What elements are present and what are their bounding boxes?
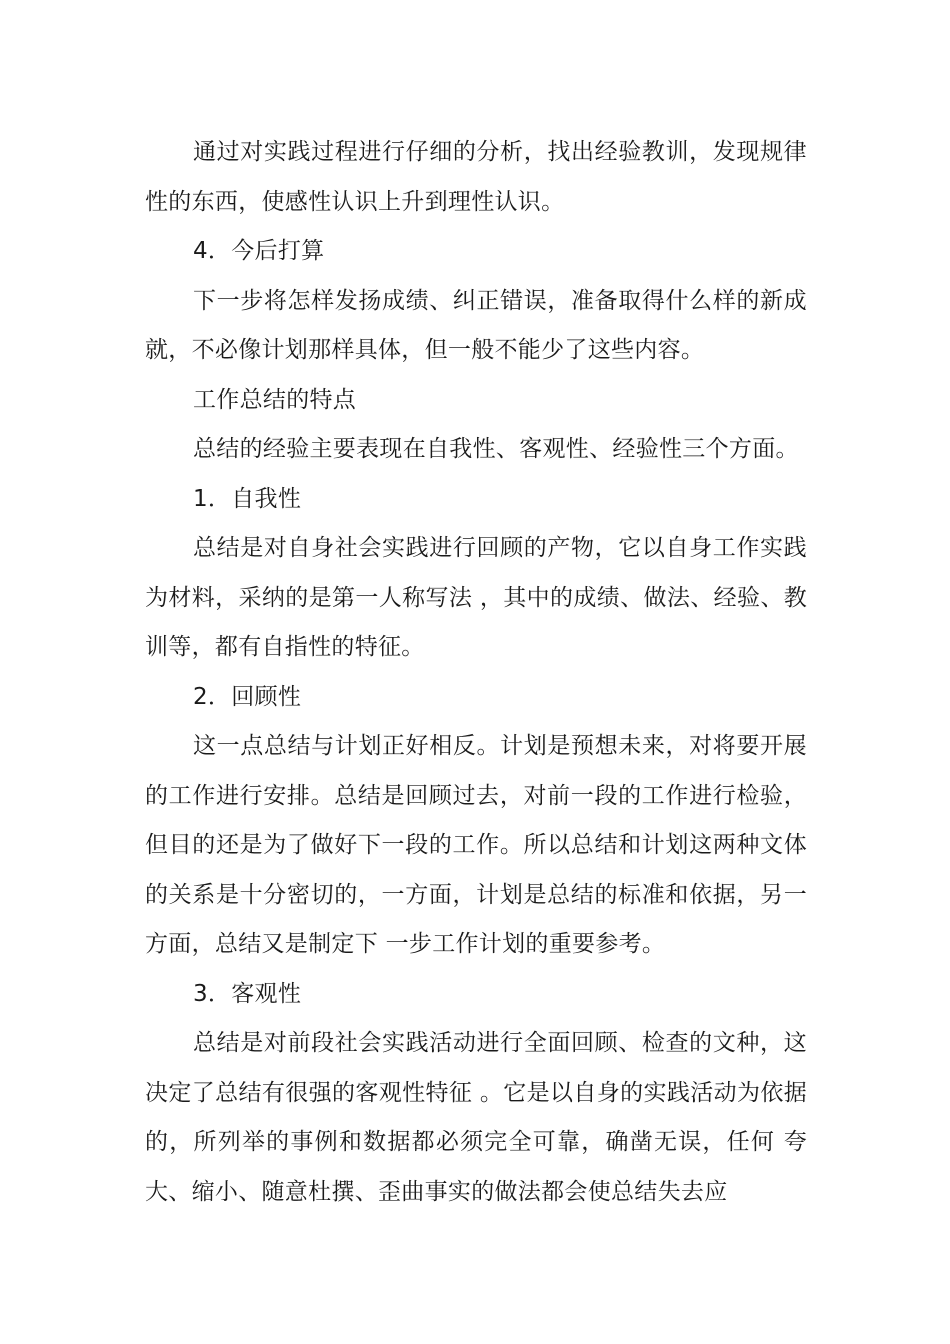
paragraph-retrospective: 这一点总结与计划正好相反。计划是预想未来，对将要开展的工作进行安排。总结是回顾过去，对前一段的工作进行检验，但目的还是为了做好下一段的工作。所以总结和计划这两种文体的关系是十分密切的，一方面，计划是总结的标准和依据，另一方面，总结又是制定下 一步工作计划的重要参考。 bbox=[145, 733, 807, 957]
document-body bbox=[145, 128, 807, 1217]
paragraph-self-nature: 总结是对自身社会实践进行回顾的产物，它以自身工作实践为材料，采纳的是第一人称写法 ，其中的成绩、做法、经验、教训等，都有自指性的特征。 bbox=[145, 535, 807, 660]
paragraph-next-steps: 下一步将怎样发扬成绩、纠正错误，准备取得什么样的新成就，不必像计划那样具体，但一般不能少了这些内容。 bbox=[145, 287, 807, 363]
heading-future-plans: 4．今后打算 bbox=[193, 238, 325, 264]
paragraph-analysis: 通过对实践过程进行仔细的分析，找出经验教训，发现规律性的东西，使感性认识上升到理性认识。 bbox=[145, 139, 807, 215]
paragraph-features-intro: 总结的经验主要表现在自我性、客观性、经验性三个方面。 bbox=[193, 436, 799, 462]
heading-self-nature: 1．自我性 bbox=[193, 485, 302, 512]
heading-summary-features: 工作总结的特点 bbox=[193, 386, 357, 413]
paragraph-objectivity: 总结是对前段社会实践活动进行全面回顾、检查的文种，这决定了总结有很强的客观性特征 。它是以自身的实践活动为依据的，所列举的事例和数据都必须完全可靠，确凿无误，任何 夸大、缩小、随意杜撰、歪曲事实的做法都会使总结失去应 bbox=[145, 1030, 807, 1205]
heading-objectivity: 3．客观性 bbox=[193, 980, 302, 1007]
heading-retrospective: 2．回顾性 bbox=[193, 683, 302, 710]
